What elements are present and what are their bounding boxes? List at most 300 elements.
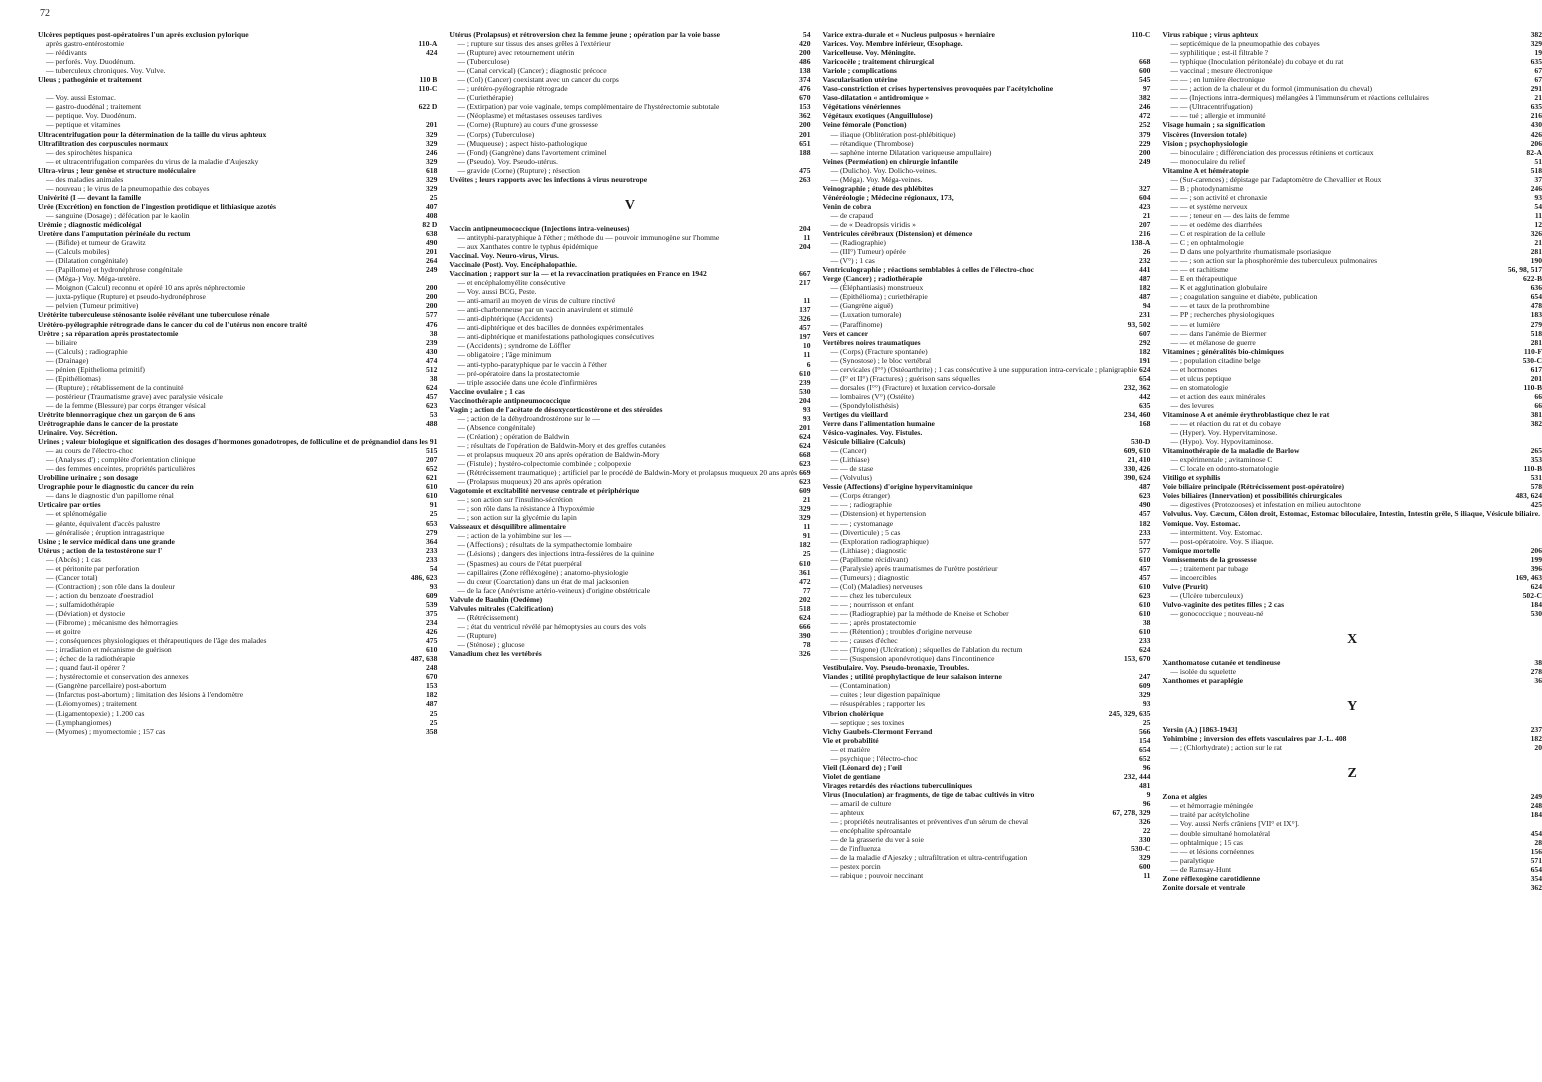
entry-page-ref: 326: [1139, 817, 1151, 827]
entry-page-ref: 153: [425, 681, 438, 691]
index-entry: [822, 238, 1150, 247]
entry-text: — (Pseudo). Voy. Pseudo-utérus.: [457, 156, 558, 166]
entry-page-ref: 232: [1139, 256, 1151, 266]
entry-page-ref: 54: [802, 30, 811, 39]
index-entry: [38, 30, 437, 39]
index-entry: [1162, 102, 1542, 111]
entry-text: — intermittent. Voy. Estomac.: [1170, 527, 1263, 537]
entry-text: — ; urétéro-pyélographie rétrograde: [457, 84, 568, 94]
entry-page-ref: 138-A: [1131, 238, 1151, 248]
entry-text: — de la maladie d'Ajeszky ; ultrafiltration et ultra-centrifugation: [830, 853, 1028, 863]
index-entry: [1162, 338, 1542, 347]
index-entry: [822, 781, 1150, 790]
entry-text: Urobiline urinaire ; son dosage: [38, 473, 139, 483]
entry-text: Viandes ; utilité prophylactique de leur salaison interne: [822, 672, 1002, 682]
entry-text: Vascularisation utérine: [822, 75, 898, 85]
entry-text: — (Rétrécissement): [457, 612, 519, 622]
entry-page-ref: 654: [1139, 744, 1151, 754]
index-entry: [449, 93, 810, 102]
entry-text: — (Papillome récidivant): [830, 554, 909, 564]
entry-text: — anti-diphtérique (Accidents): [457, 314, 553, 324]
entry-text: — (Corps) (Tuberculose): [457, 129, 535, 139]
index-entry: [449, 175, 810, 184]
entry-page-ref: 263: [799, 174, 811, 184]
index-entry: [822, 663, 1150, 672]
entry-page-ref: 652: [425, 464, 438, 474]
index-entry: [822, 338, 1150, 347]
index-entry: [1162, 374, 1542, 383]
entry-page-ref: 110-A: [418, 39, 438, 49]
entry-page-ref: 487: [1139, 292, 1151, 302]
index-entry: [822, 555, 1150, 564]
index-entry: [449, 504, 810, 513]
index-entry: [822, 148, 1150, 157]
index-entry: [38, 229, 437, 238]
entry-page-ref: 486: [799, 57, 811, 67]
index-entry: [1162, 202, 1542, 211]
entry-text: — (Rupture): [457, 630, 497, 640]
entry-text: — et matière: [830, 744, 871, 754]
entry-page-ref: 472: [799, 576, 811, 586]
index-entry: [822, 374, 1150, 383]
entry-text: — (Exploration radiographique): [830, 536, 929, 546]
index-entry: [822, 844, 1150, 853]
entry-text: — (Néoplasme) et métastases osseuses tardives: [457, 111, 602, 121]
index-entry: [38, 392, 437, 401]
entry-text: — obligatoire ; l'âge minimum: [457, 350, 552, 360]
entry-page-ref: 204: [799, 241, 811, 251]
section-letter-heading: V: [624, 197, 635, 213]
entry-page-ref: 182: [799, 540, 811, 550]
index-entry: [38, 310, 437, 319]
index-entry: [449, 314, 810, 323]
index-entry: [38, 428, 437, 437]
index-entry: [1162, 148, 1542, 157]
entry-page-ref: 390: [799, 630, 811, 640]
entry-text: Utérus ; action de la testostérone sur l': [38, 545, 163, 555]
entry-text: Variole ; complications: [822, 66, 897, 76]
entry-text: — triple associée dans une école d'infirmières: [457, 377, 598, 387]
entry-page-ref: 666: [799, 621, 811, 631]
entry-text: — (Fond) (Gangrène) dans l'avortement criminel: [457, 147, 607, 157]
entry-text: — (Paralysie) après traumatismes de l'urètre postérieur: [830, 563, 998, 573]
entry-text: Ulcères peptiques post-opératoires l'un après exclusion pylorique: [38, 30, 249, 39]
index-entry: [1162, 801, 1542, 810]
entry-page-ref: 21, 410: [1127, 455, 1151, 465]
entry-page-ref: 578: [1530, 482, 1542, 492]
entry-page-ref: 22: [1142, 826, 1151, 836]
index-entry: [822, 39, 1150, 48]
entry-page-ref: 408: [425, 210, 438, 220]
entry-text: — pelvien (Tumeur primitive): [46, 301, 139, 311]
index-entry: [1162, 93, 1542, 102]
index-entry: [822, 356, 1150, 365]
entry-text: Vanadium chez les vertébrés: [449, 649, 542, 658]
index-entry: [1162, 455, 1542, 464]
index-entry: [449, 613, 810, 622]
entry-page-ref: 651: [799, 138, 811, 148]
entry-text: — peptique. Voy. Duodénum.: [46, 111, 137, 121]
entry-text: — et action des eaux minérales: [1170, 391, 1266, 401]
entry-text: — (Absence congénitale): [457, 422, 535, 432]
entry-text: — (Gangrène parcellaire) post-abortum: [46, 681, 167, 691]
entry-text: — (Contamination): [830, 681, 891, 691]
index-entry: [1162, 410, 1542, 419]
entry-page-ref: 530: [799, 386, 811, 396]
entry-text: — ; (Chlorhydrate) ; action sur le rat: [1170, 743, 1282, 753]
entry-text: — et ultracentrifugation comparées du virus de la maladie d'Aujeszky: [46, 156, 259, 166]
entry-page-ref: 624: [425, 382, 438, 392]
index-entry: [822, 491, 1150, 500]
index-entry: [449, 287, 810, 296]
entry-text: — post-opératoire. Voy. S iliaque.: [1170, 536, 1274, 546]
index-entry: [822, 600, 1150, 609]
entry-text: — ; état du ventricul révélé par hémoptysies au cours des vols: [457, 621, 647, 631]
index-entry: [449, 586, 810, 595]
entry-page-ref: 487, 638: [410, 654, 438, 664]
index-entry: [1162, 157, 1542, 166]
entry-page-ref: 110-C: [1131, 30, 1151, 39]
index-entry: [1162, 130, 1542, 139]
entry-text: Veinographie ; étude des phlébites: [822, 183, 934, 193]
entry-page-ref: 475: [799, 165, 811, 175]
entry-text: — vaccinal ; mesure électronique: [1170, 66, 1273, 76]
index-entry: [38, 672, 437, 681]
entry-page-ref: 249: [1530, 792, 1542, 802]
index-entry: [822, 672, 1150, 681]
entry-text: — (Papillome) et hydronéphrose congénitale: [46, 265, 183, 275]
entry-page-ref: 622 D: [418, 102, 438, 112]
index-entry: [1162, 292, 1542, 301]
index-entry: [822, 654, 1150, 663]
index-entry: [38, 555, 437, 564]
entry-page-ref: 110-B: [1523, 382, 1542, 392]
index-entry: [38, 202, 437, 211]
index-entry: [822, 57, 1150, 66]
entry-page-ref: 518: [1530, 328, 1542, 338]
entry-page-ref: 382: [1530, 419, 1542, 429]
entry-text: — incoercibles: [1170, 572, 1217, 582]
entry-text: Vagotomie et excitabilité nerveuse centrale et périphérique: [449, 486, 640, 496]
entry-text: — D dans une polyarthrite rhumatismale psoriasique: [1170, 247, 1332, 257]
index-entry: [38, 564, 437, 573]
index-entry: [1162, 464, 1542, 473]
entry-text: — (Myomes) ; myomectomie ; 157 cas: [46, 726, 166, 736]
entry-page-ref: 233: [1139, 527, 1151, 537]
entry-text: Vénéréologie ; Médecine régionaux, 173,: [822, 192, 954, 202]
entry-page-ref: 610: [1139, 627, 1151, 637]
entry-text: Vaccinal. Voy. Neuro-virus, Virus.: [449, 250, 559, 260]
index-entry: [822, 401, 1150, 410]
index-entry: [1162, 564, 1542, 573]
entry-page-ref: 229: [1139, 138, 1151, 148]
entry-page-ref: 654: [1530, 292, 1542, 302]
entry-text: — — de stase: [830, 464, 874, 474]
index-entry: [449, 468, 810, 477]
entry-text: Urémie ; diagnostic médicolégal: [38, 219, 142, 229]
index-entry: [38, 374, 437, 383]
entry-page-ref: 168: [1139, 419, 1151, 429]
index-entry: [1162, 48, 1542, 57]
entry-page-ref: 77: [802, 585, 811, 595]
entry-text: — (Cancer): [830, 446, 867, 456]
entry-text: Urétrite blennorragique chez un garçon de 6 ans: [38, 409, 196, 419]
entry-text: — ; échec de la radiothérapie: [46, 654, 136, 664]
entry-text: — — ; teneur en — des laits de femme: [1170, 210, 1290, 220]
entry-page-ref: 91: [802, 531, 811, 541]
entry-text: — (Col) (Maladies) nerveuses: [830, 581, 923, 591]
entry-text: — — et lumière: [1170, 319, 1220, 329]
entry-text: — lombaires (V°) (Ostéite): [830, 391, 914, 401]
entry-text: Voie biliaire principale (Rétrécissement post-opératoire): [1162, 482, 1345, 492]
index-entry: [38, 709, 437, 718]
index-entry: [822, 754, 1150, 763]
entry-text: — ; rupture sur tissus des anses grêles à l'extérieur: [457, 39, 611, 49]
index-entry: [1162, 329, 1542, 338]
entry-text: — (Abcès) ; 1 cas: [46, 554, 101, 564]
index-entry: [1162, 401, 1542, 410]
entry-text: — (Extirpation) par voie vaginale, temps complémentaire de l'hystérectomie subtotale: [457, 102, 720, 112]
index-entry: [822, 428, 1150, 437]
entry-page-ref: 78: [802, 639, 811, 649]
entry-page-ref: 200: [1139, 147, 1151, 157]
entry-page-ref: 183: [1530, 310, 1542, 320]
index-entry: [38, 383, 437, 392]
entry-page-ref: 358: [425, 726, 438, 736]
entry-page-ref: 197: [799, 332, 811, 342]
index-entry: [1162, 446, 1542, 455]
entry-page-ref: 249: [1139, 156, 1151, 166]
index-entry: [822, 862, 1150, 871]
index-entry: [38, 681, 437, 690]
entry-page-ref: 486, 623: [410, 572, 438, 582]
index-entry: [449, 640, 810, 649]
entry-text: — ; son action sur l'insulino-sécrétion: [457, 495, 573, 505]
entry-page-ref: 21: [1534, 238, 1542, 248]
entry-text: — dans le diagnostic d'un papillome rénal: [46, 491, 174, 501]
entry-page-ref: 474: [425, 355, 438, 365]
entry-text: — (Méga-) Voy. Méga-uretère.: [46, 274, 141, 284]
entry-text: Vitaminose A et anémie érythroblastique chez le rat: [1162, 409, 1330, 419]
index-entry: [822, 410, 1150, 419]
entry-text: — — (Suspension aponévrotique) dans l'incontinence: [830, 654, 995, 664]
entry-text: Yersin (A.) [1863-1943]: [1162, 725, 1238, 735]
entry-text: — C ; en ophtalmologie: [1170, 238, 1244, 248]
entry-page-ref: 28: [1534, 837, 1542, 847]
entry-text: — — et système nerveux: [1170, 201, 1248, 211]
entry-text: — digestives (Protozooses) et infestation en milieu autochtone: [1170, 500, 1361, 510]
entry-text: — (Epithéliomas): [46, 373, 101, 383]
entry-text: Vésico-vaginales. Voy. Fistules.: [822, 428, 923, 438]
index-column-4: [1162, 30, 1542, 1078]
entry-text: Zone réflexogène carotidienne: [1162, 873, 1261, 883]
entry-text: — de la face (Anévrisme artério-veineux) d'origine obstétricale: [457, 585, 650, 595]
entry-page-ref: 476: [799, 84, 811, 94]
entry-text: Verre dans l'alimentation humaine: [822, 419, 935, 429]
index-entry: [1162, 609, 1542, 618]
entry-page-ref: 231: [1139, 310, 1151, 320]
entry-text: — ; son rôle dans la résistance à l'hypoxémie: [457, 504, 595, 514]
entry-text: Vertèbres noires traumatiques: [822, 337, 921, 347]
entry-page-ref: 454: [1530, 828, 1542, 838]
entry-page-ref: 233: [425, 545, 438, 555]
entry-page-ref: 91: [429, 500, 438, 510]
entry-page-ref: 430: [1530, 120, 1542, 130]
entry-text: — tuberculeux chroniques. Voy. Vulve.: [46, 66, 166, 76]
entry-page-ref: 610: [425, 491, 438, 501]
entry-page-ref: 490: [1139, 500, 1151, 510]
index-entry: [822, 528, 1150, 537]
entry-text: — antityphi-paratyphique à l'éther ; méthode du — pouvoir immunogène sur l'homme: [457, 232, 720, 242]
index-entry: [822, 202, 1150, 211]
entry-page-ref: 623: [799, 477, 811, 487]
entry-page-ref: 190: [1530, 256, 1542, 266]
entry-page-ref: 617: [1530, 364, 1542, 374]
index-entry: [1162, 356, 1542, 365]
entry-text: Vulvo-vaginite des petites filles ; 2 cas: [1162, 599, 1285, 609]
index-entry: [38, 265, 437, 274]
entry-page-ref: 609: [1139, 681, 1151, 691]
entry-page-ref: 624: [1139, 645, 1151, 655]
entry-text: — résuspérables ; rapporter les: [830, 699, 925, 709]
index-entry: [449, 269, 810, 278]
entry-page-ref: 426: [1530, 129, 1542, 139]
index-entry: [1162, 274, 1542, 283]
index-entry: [449, 432, 810, 441]
entry-page-ref: 182: [1139, 518, 1151, 528]
entry-page-ref: 327: [1139, 183, 1151, 193]
entry-text: — ; son action sur la glycémie du lapin: [457, 513, 577, 523]
index-entry: [1162, 856, 1542, 865]
entry-text: Vaso-dilatation « antidromique »: [822, 93, 930, 103]
index-entry: [822, 193, 1150, 202]
entry-text: — (Ligamentopexie) ; 1.200 cas: [46, 708, 145, 718]
index-entry: [1162, 166, 1542, 175]
index-entry: [38, 446, 437, 455]
entry-text: — — (Trigone) (Ulcération) ; séquelles de l'ablation du rectum: [830, 645, 1023, 655]
index-entry: [449, 251, 810, 260]
entry-page-ref: 330: [1139, 835, 1151, 845]
entry-text: — septique ; ses toxines: [830, 717, 905, 727]
index-entry: [1162, 500, 1542, 509]
entry-page-ref: 624: [1530, 581, 1542, 591]
index-entry: [1162, 555, 1542, 564]
index-entry: [449, 30, 810, 39]
entry-text: — du cœur (Coarctation) dans un état de mal jacksonien: [457, 576, 629, 586]
entry-page-ref: 206: [1530, 138, 1542, 148]
index-entry: [822, 582, 1150, 591]
entry-text: — — ; cystomanage: [830, 518, 894, 528]
entry-page-ref: 476: [425, 319, 438, 329]
entry-text: — ; hystérectomie et conservation des annexes: [46, 672, 189, 682]
entry-text: Varicocèle ; traitement chirurgical: [822, 57, 935, 67]
entry-page-ref: 38: [429, 373, 438, 383]
entry-text: Vieil (Léonard de) ; l'œil: [822, 762, 902, 772]
index-entry: [822, 727, 1150, 736]
entry-text: — — dans l'anémie de Biermer: [1170, 328, 1267, 338]
index-entry: [822, 437, 1150, 446]
index-entry: [1162, 184, 1542, 193]
entry-page-ref: 169, 463: [1515, 572, 1542, 582]
entry-page-ref: 53: [429, 409, 438, 419]
index-entry: [1162, 57, 1542, 66]
index-entry: [38, 111, 437, 120]
index-entry: [449, 224, 810, 233]
index-entry: [449, 549, 810, 558]
entry-text: — en stomatologie: [1170, 382, 1229, 392]
entry-page-ref: 531: [1530, 473, 1542, 483]
entry-page-ref: 610: [1139, 599, 1151, 609]
entry-text: — et encéphalomyélite consécutive: [457, 278, 566, 288]
entry-page-ref: 234: [425, 618, 438, 628]
entry-text: — dorsales (I°°) (Fracture) et luxation cervico-dorsale: [830, 382, 996, 392]
entry-page-ref: 207: [1139, 219, 1151, 229]
entry-text: Urines ; valeur biologique et signification des dosages d'hormones gonadotropes, de folliculine et de prégnandiol dans les: [38, 437, 428, 447]
index-entry: [1162, 310, 1542, 319]
entry-page-ref: 623: [425, 400, 438, 410]
entry-page-ref: 11: [803, 232, 811, 242]
entry-page-ref: 10: [802, 341, 811, 351]
entry-page-ref: 545: [1139, 75, 1151, 85]
entry-text: — ophtalmique ; 15 cas: [1170, 837, 1243, 847]
entry-page-ref: 239: [799, 377, 811, 387]
index-entry: [822, 645, 1150, 654]
index-entry: [1162, 437, 1542, 446]
entry-text: — — (Injections intra-dermiques) mélangées à l'immunsérum et réactions cellulaires: [1170, 93, 1429, 103]
entry-text: Vaccin antipneumococcique (Injections intra-veineuses): [449, 223, 630, 233]
entry-page-ref: 512: [425, 364, 438, 374]
index-entry: [38, 139, 437, 148]
entry-page-ref: 54: [429, 563, 438, 573]
entry-page-ref: 326: [799, 649, 811, 658]
index-entry: [38, 627, 437, 636]
entry-page-ref: 82 D: [422, 219, 438, 229]
index-entry: [1162, 265, 1542, 274]
index-entry: [449, 622, 810, 631]
entry-page-ref: 234, 460: [1123, 409, 1151, 419]
entry-page-ref: 518: [1530, 165, 1542, 175]
entry-page-ref: 233: [425, 554, 438, 564]
entry-text: — postérieur (Traumatisme grave) avec paralysie vésicale: [46, 391, 223, 401]
entry-page-ref: 623: [1139, 590, 1151, 600]
entry-text: — gastro-duodénal ; traitement: [46, 102, 142, 112]
entry-text: — (Sur-carences) ; dépistage par l'adaptomètre de Chevallier et Roux: [1170, 174, 1382, 184]
entry-text: — et hormones: [1170, 364, 1218, 374]
entry-text: — de crapaud: [830, 210, 874, 220]
index-entry: [1162, 600, 1542, 609]
entry-text: — Voy. aussi BCG, Peste.: [457, 287, 537, 297]
entry-text: — C et respiration de la cellule: [1170, 229, 1266, 239]
entry-text: — — et taux de la prothrombine: [1170, 301, 1270, 311]
index-entry: [1162, 347, 1542, 356]
index-entry: [38, 410, 437, 419]
entry-text: — — ; son action sur la phosphorémie des tuberculeux pulmonaires: [1170, 256, 1378, 266]
index-entry: [449, 495, 810, 504]
entry-text: — (Bifide) et tumeur de Grawitz: [46, 238, 146, 248]
entry-text: — (Dilatation congénitale): [46, 256, 128, 266]
index-entry: [822, 347, 1150, 356]
index-entry: [38, 618, 437, 627]
entry-page-ref: 25: [802, 549, 811, 559]
entry-text: — réédivants: [46, 48, 87, 58]
entry-page-ref: 11: [1534, 210, 1542, 220]
entry-page-ref: 191: [1139, 355, 1151, 365]
entry-page-ref: 364: [425, 536, 438, 546]
entry-text: Venin de cobra: [822, 201, 872, 211]
entry-text: — et prolapsus muqueux 20 ans après opération de Baldwin-Mory: [457, 449, 660, 459]
entry-page-ref: 668: [1139, 57, 1151, 67]
entry-text: — de la grasserie du ver à soie: [830, 835, 924, 845]
